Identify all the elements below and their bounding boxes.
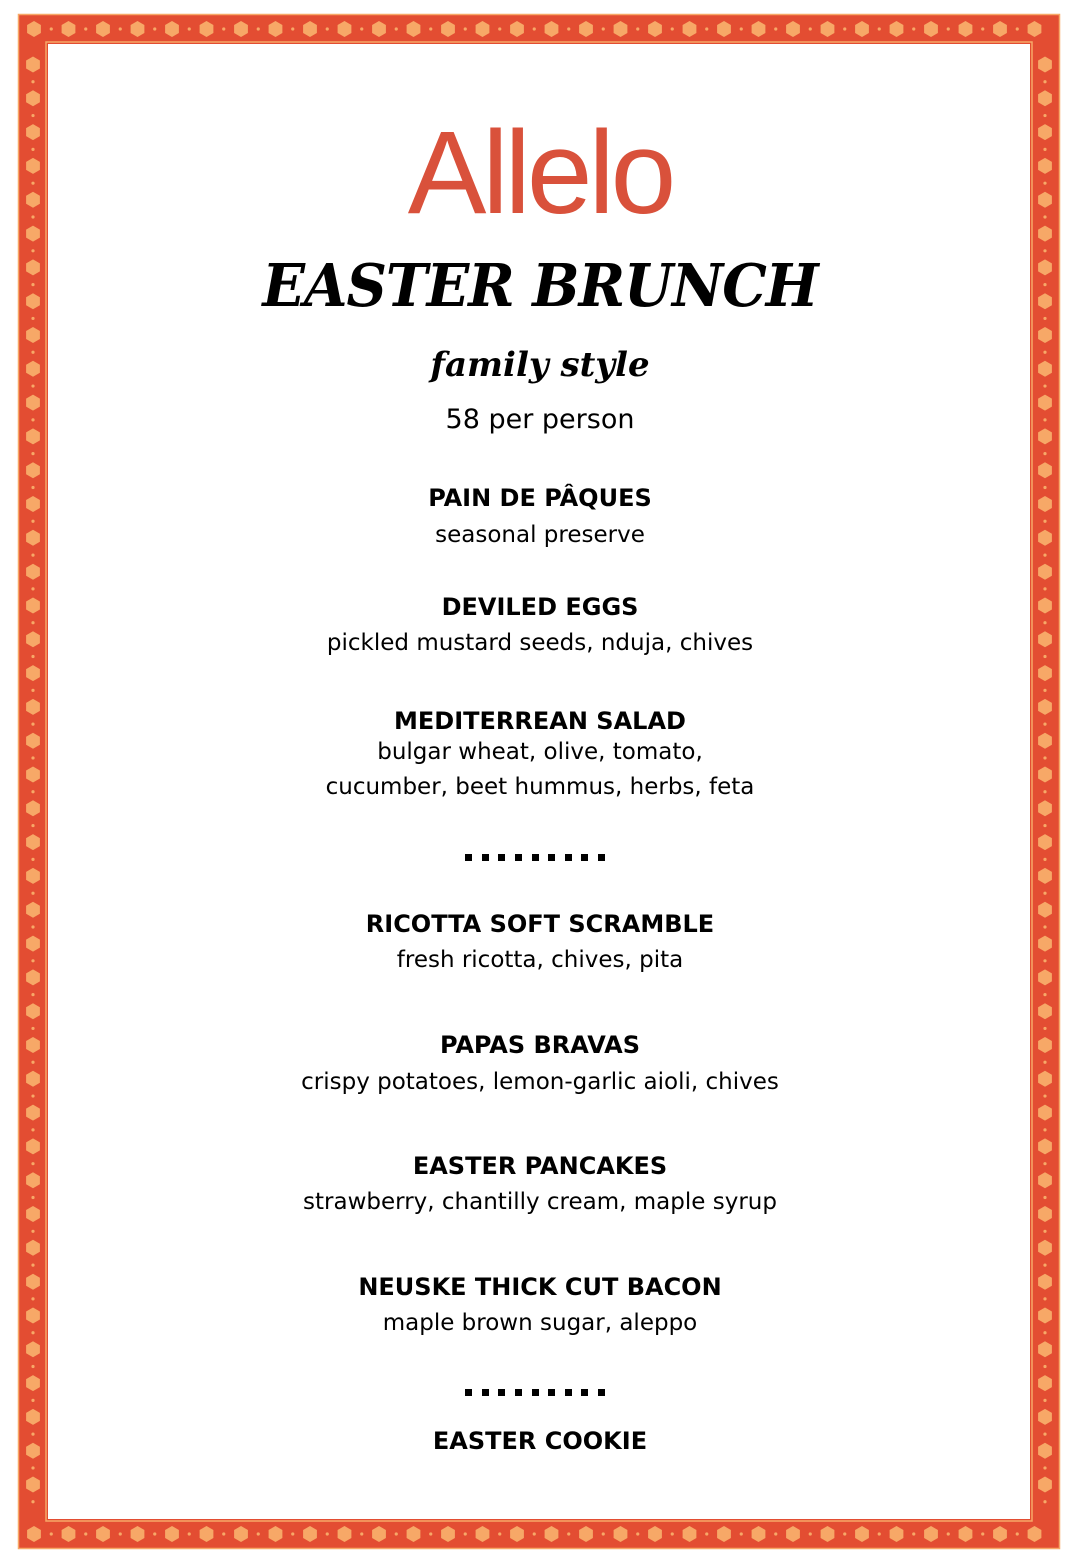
menu-title: EASTER BRUNCH — [262, 251, 818, 321]
menu-page — [50, 46, 1030, 1516]
menu-item-description: fresh ricotta, chives, pita — [396, 947, 684, 973]
menu-item-name: DEVILED EGGS — [441, 593, 639, 621]
menu-item-description: pickled mustard seeds, nduja, chives — [326, 630, 754, 656]
restaurant-logo: Allelo — [407, 107, 673, 239]
menu-item-description: strawberry, chantilly cream, maple syrup — [303, 1189, 777, 1215]
menu-item-name: PAIN DE PÂQUES — [428, 484, 652, 512]
menu-price: 58 per person — [445, 404, 635, 435]
menu-item-name: PAPAS BRAVAS — [439, 1031, 641, 1059]
menu-subtitle: family style — [430, 345, 650, 385]
menu-item-name: RICOTTA SOFT SCRAMBLE — [365, 910, 715, 938]
section-divider — [465, 1389, 605, 1397]
menu-item-description: bulgar wheat, olive, tomato, — [377, 739, 703, 765]
menu-item-description: cucumber, beet hummus, herbs, feta — [325, 774, 755, 800]
menu-item-description: maple brown sugar, aleppo — [382, 1310, 698, 1336]
menu-item-name: EASTER COOKIE — [432, 1427, 648, 1455]
menu-item-name: NEUSKE THICK CUT BACON — [358, 1273, 722, 1301]
menu-item-name: MEDITERREAN SALAD — [394, 707, 686, 735]
menu-item-description: crispy potatoes, lemon-garlic aioli, chives — [301, 1069, 779, 1095]
menu-item-description: seasonal preserve — [435, 522, 645, 548]
menu-item-name: EASTER PANCAKES — [412, 1152, 668, 1180]
section-divider — [465, 854, 605, 862]
